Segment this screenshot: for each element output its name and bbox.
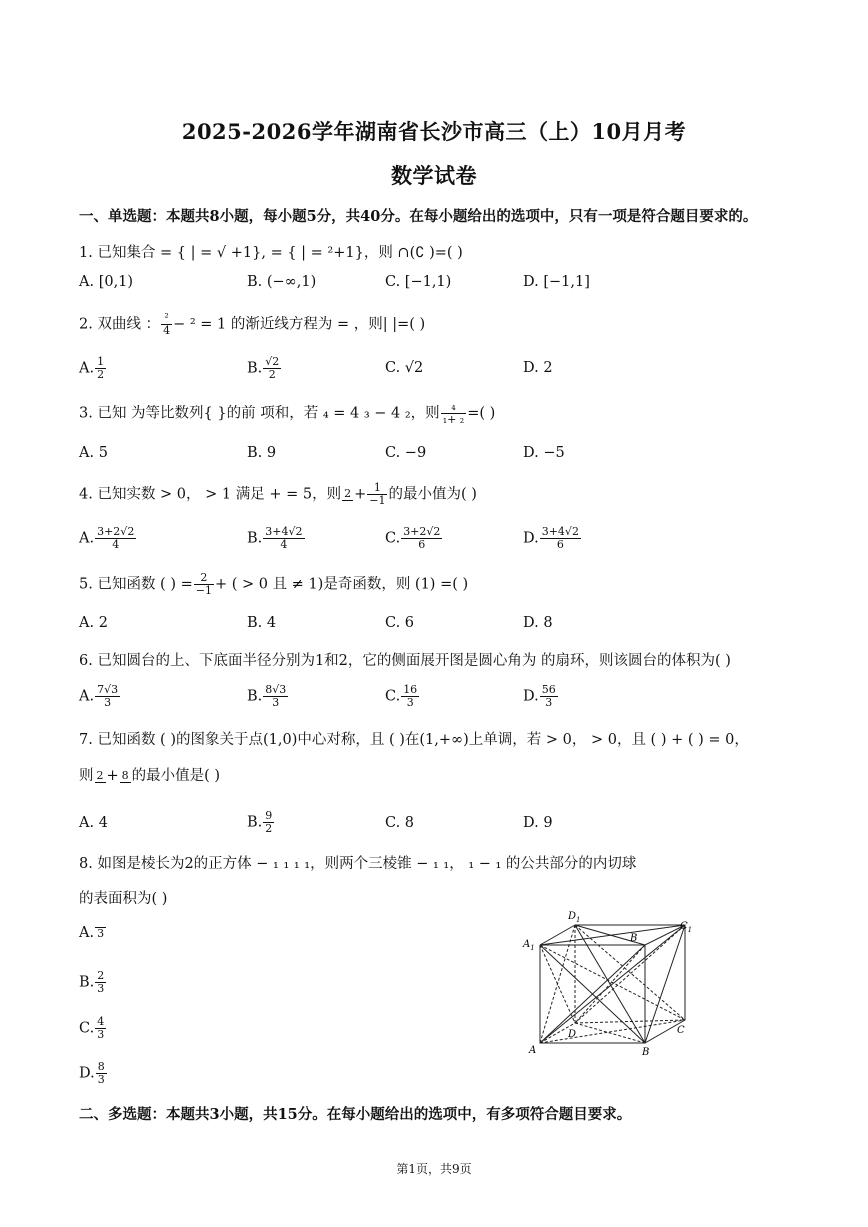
question-4-stem-part-a: 4. 已知实数 > 0， > 1 满足 + = 5，则 xyxy=(79,486,342,503)
option-fraction xyxy=(401,526,442,551)
option-fraction xyxy=(540,684,558,709)
fraction-numerator: 3+4√2 xyxy=(541,525,579,538)
question-5-option-b: B. 4 xyxy=(247,615,277,631)
label-c1: $C_1$ xyxy=(680,921,693,934)
option-fraction xyxy=(540,526,581,551)
option-prefix: B. xyxy=(79,974,95,991)
fraction-denominator: 2 xyxy=(265,822,273,835)
question-4-option-c xyxy=(385,526,443,551)
page-footer: 第1页，共9页 xyxy=(396,1162,472,1176)
question-1-option-c: C. [−1,1) xyxy=(385,274,452,290)
question-6-stem: 6. 已知圆台的上、下底面半径分别为1和2，它的侧面展开图是圆心角为 的扇环，则该圆台的体积为( ) xyxy=(79,653,731,669)
fraction-denominator: −1 xyxy=(369,494,386,507)
option-prefix: D. xyxy=(523,530,539,547)
section-heading-single-choice: 一、单选题：本题共8小题，每小题5分，共40分。在每小题给出的选项中，只有一项是符合题目要求的。 xyxy=(79,208,758,225)
question-3-stem-part-a: 3. 已知 为等比数列{ }的前 项和，若 ₄ = 4 ₃ − 4 ₂，则 xyxy=(79,405,440,422)
fraction-numerator: 9 xyxy=(265,809,273,822)
question-2-stem-fraction xyxy=(161,312,172,337)
question-5-stem-part-a: 5. 已知函数 ( ) = xyxy=(79,576,193,593)
question-4-option-a xyxy=(79,526,137,551)
question-4-option-d xyxy=(523,526,582,551)
fraction-numerator: ² xyxy=(161,312,172,325)
option-fraction xyxy=(95,927,106,940)
option-fraction xyxy=(263,684,288,709)
option-prefix: C. xyxy=(385,530,401,547)
question-6-option-c xyxy=(385,684,420,709)
option-fraction xyxy=(263,356,281,381)
question-8-stem-line2: 的表面积为( ) xyxy=(79,891,168,907)
question-1-option-a: A. [0,1) xyxy=(79,274,134,290)
fraction-numerator: 3+4√2 xyxy=(265,525,303,538)
fraction-numerator: 1 xyxy=(97,355,105,368)
question-7-stem-part-b: + xyxy=(106,768,119,784)
fraction-denominator: 3 xyxy=(97,926,105,940)
question-7-stem-part-c: 的最小值是( ) xyxy=(131,768,221,784)
fraction-denominator: 3 xyxy=(545,696,553,709)
question-2-option-b xyxy=(247,356,282,381)
fraction-denominator: 6 xyxy=(556,538,564,551)
fraction-numerator: 1 xyxy=(367,482,387,495)
question-7-stem-fraction-1 xyxy=(95,770,106,783)
fraction-numerator: 7√3 xyxy=(97,683,119,696)
option-fraction xyxy=(95,356,106,381)
fraction-denominator: 2 xyxy=(268,368,276,381)
question-8-option-c xyxy=(79,1016,107,1041)
label-d: D xyxy=(568,1029,577,1040)
fraction-denominator: 3 xyxy=(104,696,112,709)
option-prefix: A. xyxy=(79,688,95,705)
fraction-numerator: 56 xyxy=(541,683,556,696)
exam-subtitle: 数学试卷 xyxy=(391,163,477,188)
label-d1: $D_1$ xyxy=(568,911,581,924)
fraction-denominator: 3 xyxy=(97,1028,105,1041)
option-fraction xyxy=(95,1016,106,1041)
question-7-stem-fraction-2 xyxy=(120,770,131,783)
question-8-stem: 8. 如图是棱长为2的正方体 − ₁ ₁ ₁ ₁，则两个三棱锥 − ₁ ₁， ₁ − ₁ 的公共部分的内切球 xyxy=(79,856,637,872)
question-5-option-d: D. 8 xyxy=(523,615,553,631)
fraction-numerator: 2 xyxy=(344,487,352,500)
label-a1: $A_1$ xyxy=(523,939,535,952)
fraction-numerator: 2 xyxy=(194,572,214,585)
question-4-stem-fraction-2 xyxy=(367,482,387,507)
diag-c1-a xyxy=(540,925,685,1043)
question-2-option-a xyxy=(79,356,107,381)
option-prefix: B. xyxy=(247,814,263,831)
label-b: B xyxy=(642,1047,650,1058)
question-6-option-a xyxy=(79,684,121,709)
question-7-option-d: D. 9 xyxy=(523,815,553,831)
question-1-stem: 1. 已知集合 = { | = √ +1}, = { | = ²+1}，则 ∩(∁ )=( ) xyxy=(79,245,463,261)
question-8-option-d xyxy=(79,1061,108,1086)
question-2-stem-part-a: 2. 双曲线 ： xyxy=(79,316,161,333)
fraction-denominator: 6 xyxy=(418,538,426,551)
option-prefix: B. xyxy=(247,688,263,705)
question-2-option-c: C. √2 xyxy=(385,360,424,376)
diag-a1-c xyxy=(540,945,685,1020)
option-prefix: A. xyxy=(79,360,95,377)
question-4-stem xyxy=(79,482,477,507)
question-7-option-a: A. 4 xyxy=(79,815,108,831)
diag-a-c xyxy=(540,1020,685,1043)
question-6-option-d xyxy=(523,684,559,709)
question-2-stem-part-b: − ² = 1 的渐近线方程为 = ，则| |=( ) xyxy=(173,316,426,333)
fraction-denominator: ₁+ ₂ xyxy=(442,413,465,426)
option-prefix: A. xyxy=(79,925,95,941)
label-b1: B xyxy=(630,933,638,944)
question-8-option-b xyxy=(79,970,107,995)
option-prefix: C. xyxy=(385,688,401,705)
fraction-numerator: 8√3 xyxy=(265,683,287,696)
question-5-option-a: A. 2 xyxy=(79,615,108,631)
question-2-stem xyxy=(79,312,425,337)
fraction-denominator: 4 xyxy=(112,538,120,551)
option-fraction xyxy=(263,810,274,835)
option-prefix: C. xyxy=(79,1020,95,1037)
question-3-option-d: D. −5 xyxy=(523,445,565,461)
question-5-option-c: C. 6 xyxy=(385,615,415,631)
option-fraction xyxy=(263,526,304,551)
fraction-denominator: 3 xyxy=(97,982,105,995)
fraction-numerator: 2 xyxy=(97,969,105,982)
option-prefix: A. xyxy=(79,530,95,547)
fraction-numerator: 2 xyxy=(96,768,104,782)
option-fraction xyxy=(95,970,106,995)
fraction-denominator: −1 xyxy=(195,584,212,597)
question-1-option-b: B. (−∞,1) xyxy=(247,274,317,290)
option-prefix: D. xyxy=(523,688,539,705)
question-7-stem: 7. 已知函数 ( )的图象关于点(1,0)中心对称，且 ( )在(1,+∞)上单调，若 > 0， > 0，且 ( ) + ( ) = 0， xyxy=(79,732,749,748)
question-4-stem-part-b: + xyxy=(354,486,367,503)
question-2-option-d: D. 2 xyxy=(523,360,553,376)
option-prefix: D. xyxy=(79,1065,95,1082)
question-7-option-b xyxy=(247,810,275,835)
question-1-option-d: D. [−1,1] xyxy=(523,274,590,290)
fraction-denominator: 3 xyxy=(272,696,280,709)
question-5-stem xyxy=(79,572,468,597)
cube-figure xyxy=(520,905,700,1060)
question-3-stem-part-b: =( ) xyxy=(467,405,496,422)
question-3-option-c: C. −9 xyxy=(385,445,427,461)
fraction-denominator: 4 xyxy=(280,538,288,551)
cube-solid-edges xyxy=(540,925,685,1043)
question-7-option-c: C. 8 xyxy=(385,815,415,831)
fraction-numerator: 16 xyxy=(403,683,418,696)
option-fraction xyxy=(401,684,419,709)
label-a: A xyxy=(529,1045,537,1056)
question-7-stem-part-a: 则 xyxy=(79,768,94,784)
question-3-stem-fraction xyxy=(441,401,467,426)
question-3-stem xyxy=(79,401,495,426)
question-7-stem-line2 xyxy=(79,764,220,785)
fraction-numerator: 3+2√2 xyxy=(403,525,441,538)
question-8-option-a xyxy=(79,925,107,941)
option-fraction xyxy=(95,684,120,709)
question-3-option-b: B. 9 xyxy=(247,445,277,461)
fraction-numerator: 4 xyxy=(97,1015,105,1028)
option-fraction xyxy=(96,1061,107,1086)
fraction-numerator: ₄ xyxy=(441,401,467,414)
fraction-denominator: 4 xyxy=(163,324,171,337)
section-heading-multiple-choice: 二、多选题：本题共3小题，共15分。在每小题给出的选项中，有多项符合题目要求。 xyxy=(79,1106,632,1123)
question-3-option-a: A. 5 xyxy=(79,445,108,461)
fraction-numerator: 8 xyxy=(121,768,129,782)
fraction-denominator: 3 xyxy=(406,696,414,709)
option-prefix: B. xyxy=(247,530,263,547)
fraction-numerator: 8 xyxy=(97,1060,105,1073)
question-5-stem-part-b: + ( > 0 且 ≠ 1)是奇函数，则 (1) =( ) xyxy=(214,576,469,593)
question-4-stem-fraction-1 xyxy=(342,488,353,501)
exam-title: 2025-2026学年湖南省长沙市高三（上）10月月考 xyxy=(181,119,687,144)
question-5-stem-fraction xyxy=(194,572,214,597)
diag-b1-d xyxy=(575,945,645,1023)
fraction-denominator: 2 xyxy=(97,368,105,381)
diag-a1-c1 xyxy=(540,925,685,945)
question-4-stem-part-c: 的最小值为( ) xyxy=(388,486,477,503)
label-c: C xyxy=(677,1025,685,1036)
fraction-numerator: 3+2√2 xyxy=(97,525,135,538)
question-4-option-b xyxy=(247,526,306,551)
option-prefix: B. xyxy=(247,360,263,377)
fraction-numerator: √2 xyxy=(265,355,280,368)
fraction-denominator: 3 xyxy=(97,1073,105,1086)
question-6-option-b xyxy=(247,684,289,709)
option-fraction xyxy=(95,526,136,551)
